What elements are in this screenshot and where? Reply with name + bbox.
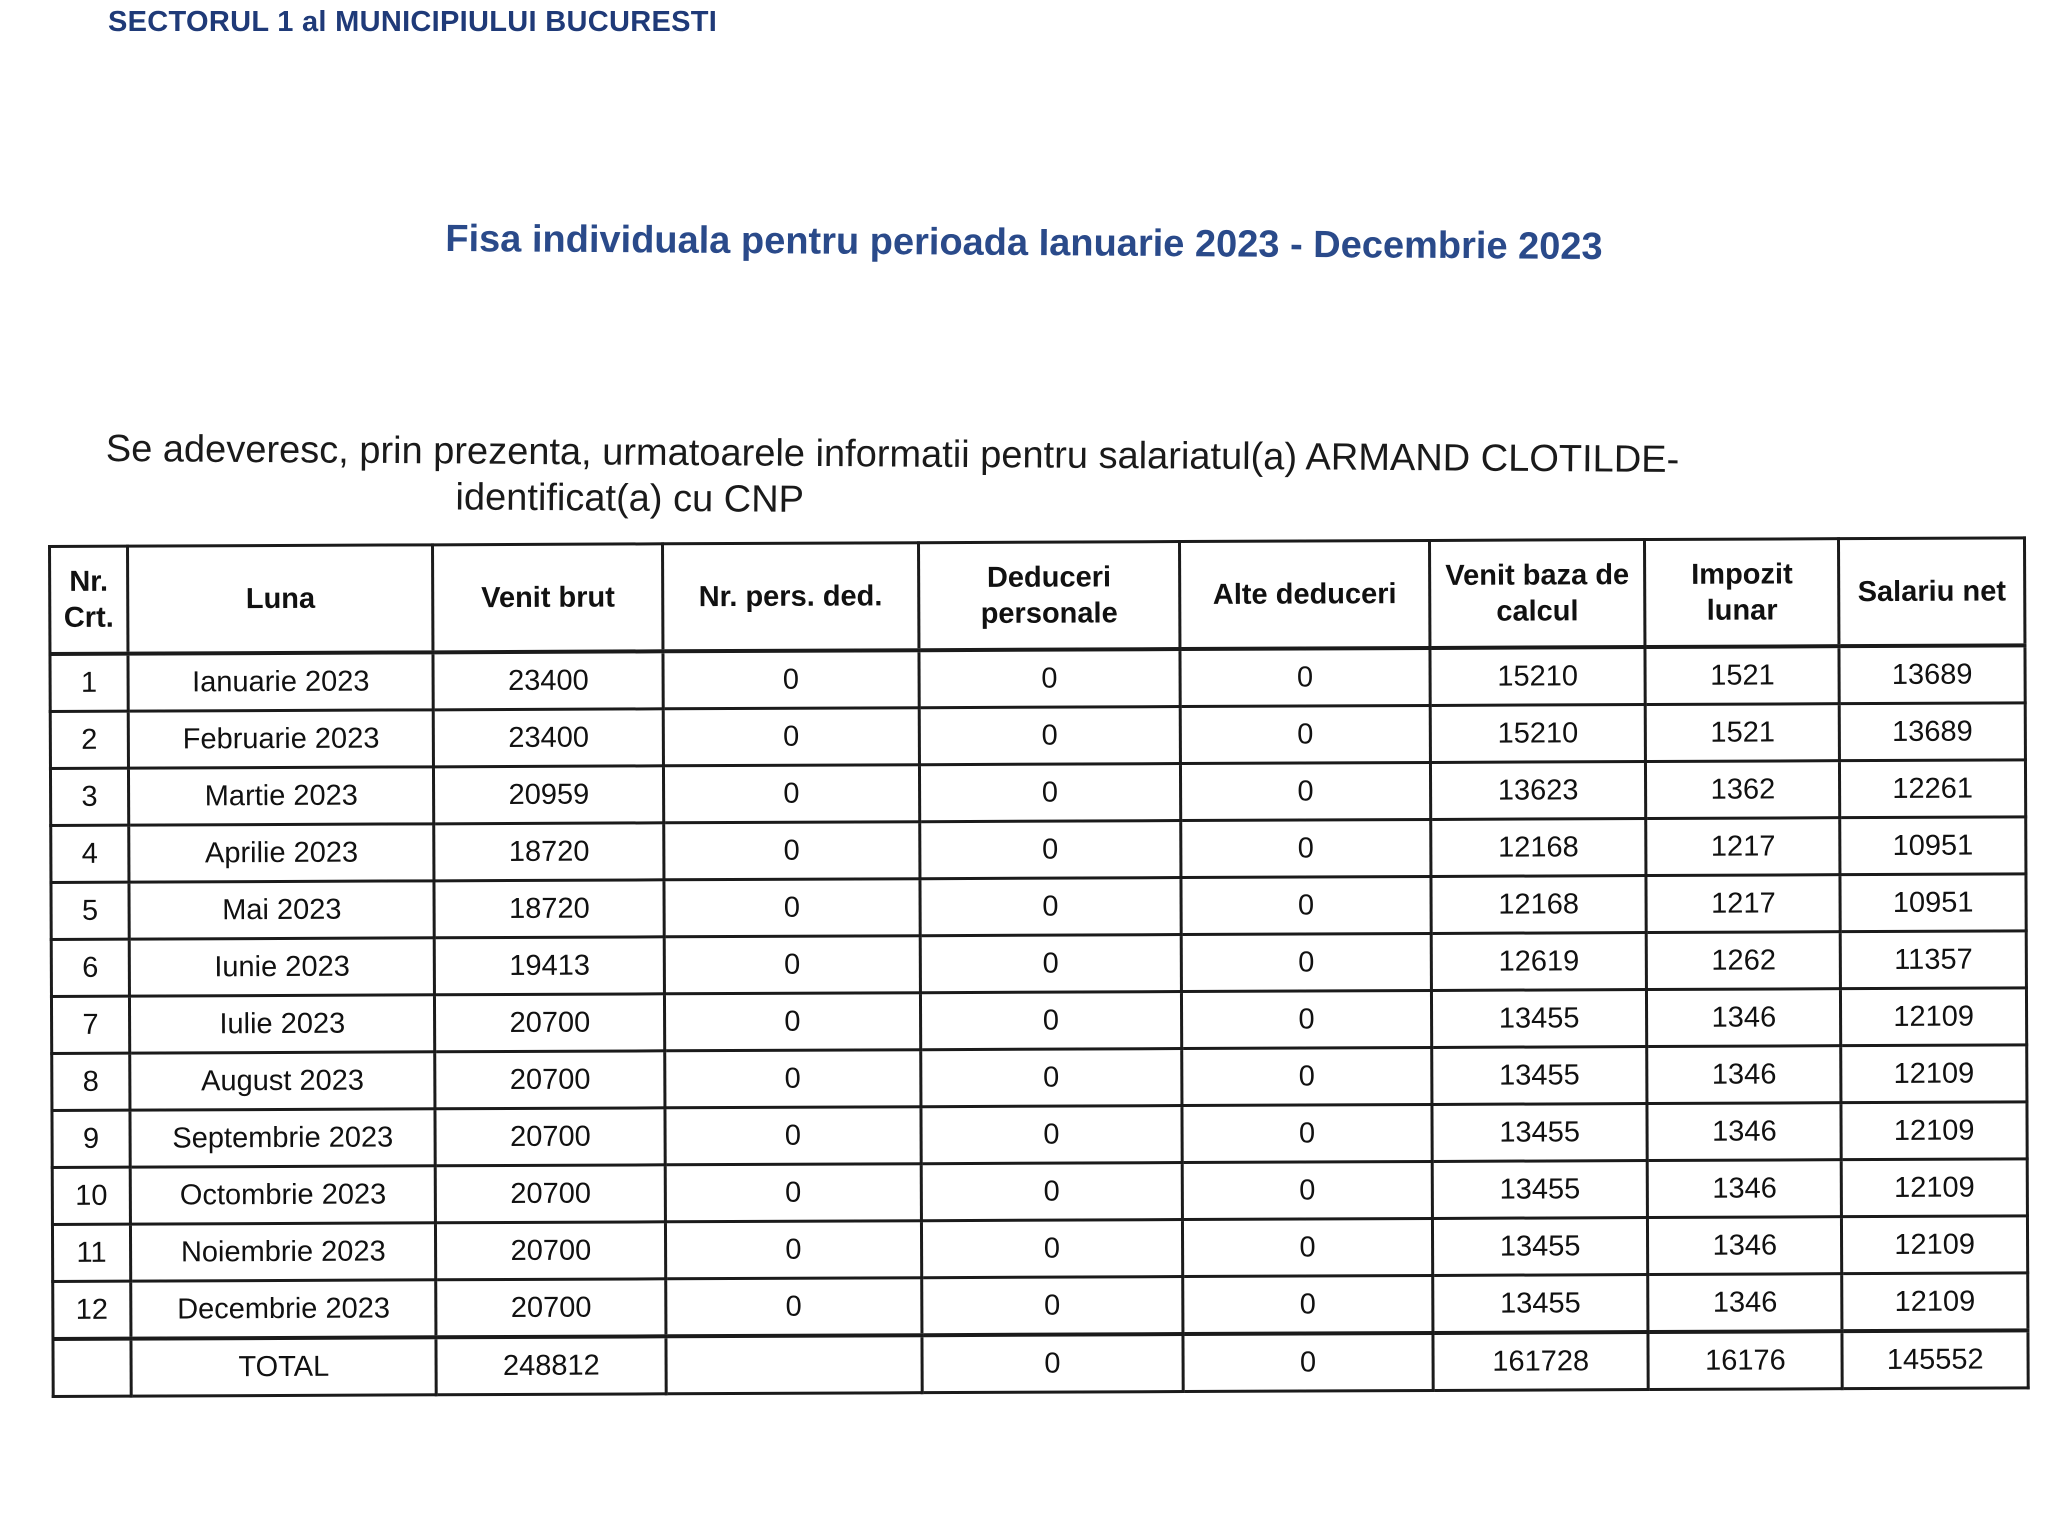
- cell-nr: 1: [50, 654, 128, 712]
- cell-net: 12109: [1841, 1159, 2027, 1217]
- header-nr-pers-ded: Nr. pers. ded.: [663, 543, 919, 652]
- cell-alte: 0: [1181, 762, 1431, 820]
- table-row: [52, 1216, 2027, 1282]
- header-salariu-net: Salariu net: [1839, 538, 2025, 646]
- cell-net: 12261: [1840, 760, 2026, 818]
- cell-baza: 12619: [1431, 933, 1647, 991]
- total-impozit: 16176: [1648, 1331, 1842, 1389]
- intro-line-1: Se adeveresc, prin prezenta, urmatoarele informatii pentru salariatul(a) ARMAND CLOTILDE-: [105, 427, 1680, 481]
- cell-nr-pers: 0: [663, 650, 919, 709]
- cell-nr: 2: [50, 711, 128, 768]
- cell-deduceri: 0: [921, 1277, 1183, 1336]
- cell-nr: 4: [51, 825, 129, 882]
- cell-nr-pers: 0: [665, 1164, 921, 1222]
- cell-deduceri: 0: [919, 707, 1181, 765]
- cell-alte: 0: [1182, 1104, 1432, 1162]
- total-empty-nr: [53, 1339, 131, 1397]
- cell-net: 12109: [1841, 1102, 2027, 1160]
- cell-venit-brut: 18720: [434, 823, 664, 881]
- cell-baza: 13455: [1432, 1218, 1648, 1276]
- cell-nr: 3: [50, 768, 128, 825]
- redacted-cnp: [814, 512, 1074, 514]
- cell-luna: Februarie 2023: [128, 710, 434, 768]
- cell-venit-brut: 20700: [436, 1279, 666, 1338]
- cell-net: 10951: [1840, 874, 2026, 932]
- cell-alte: 0: [1183, 1218, 1433, 1276]
- cell-venit-brut: 20959: [434, 766, 664, 824]
- cell-deduceri: 0: [919, 764, 1181, 822]
- cell-deduceri: 0: [921, 1163, 1183, 1221]
- cell-deduceri: 0: [919, 821, 1181, 879]
- cell-alte: 0: [1180, 648, 1430, 707]
- cell-net: 13689: [1839, 703, 2025, 761]
- total-alte: 0: [1183, 1333, 1433, 1392]
- cell-baza: 13455: [1432, 1275, 1648, 1333]
- header-venit-baza: Venit baza de calcul: [1429, 540, 1645, 648]
- cell-net: 12109: [1842, 1273, 2028, 1331]
- cell-impozit: 1346: [1648, 1160, 1842, 1218]
- cell-deduceri: 0: [920, 992, 1182, 1050]
- header-luna: Luna: [127, 545, 433, 654]
- cell-luna: Octombrie 2023: [130, 1166, 436, 1224]
- cell-nr-pers: 0: [666, 1278, 922, 1337]
- cell-nr-pers: 0: [664, 879, 920, 937]
- cell-deduceri: 0: [919, 878, 1181, 936]
- cell-baza: 12168: [1431, 819, 1647, 877]
- table-total-row: [53, 1330, 2028, 1396]
- cell-nr: 8: [52, 1053, 130, 1110]
- cell-luna: Mai 2023: [129, 881, 435, 939]
- cell-impozit: 1346: [1647, 1103, 1841, 1161]
- cell-baza: 15210: [1430, 647, 1646, 705]
- cell-net: 12109: [1842, 1216, 2028, 1274]
- cell-venit-brut: 20700: [435, 1108, 665, 1166]
- cell-alte: 0: [1182, 1161, 1432, 1219]
- intro-paragraph: [105, 426, 1679, 529]
- cell-venit-brut: 20700: [436, 1222, 666, 1280]
- header-nr-crt: Nr. Crt.: [50, 546, 128, 654]
- cell-net: 12109: [1841, 1045, 2027, 1103]
- table-row: [51, 931, 2026, 997]
- cell-venit-brut: 20700: [435, 1051, 665, 1109]
- cell-net: 12109: [1841, 988, 2027, 1046]
- table-row: [52, 1102, 2027, 1168]
- cell-luna: Decembrie 2023: [131, 1280, 437, 1339]
- cell-nr-pers: 0: [665, 993, 921, 1051]
- table-row: [51, 988, 2026, 1054]
- total-deduceri: 0: [921, 1334, 1183, 1393]
- cell-nr: 11: [52, 1224, 130, 1281]
- cell-alte: 0: [1182, 990, 1432, 1048]
- table-row: [51, 817, 2026, 883]
- cell-luna: Noiembrie 2023: [130, 1223, 436, 1281]
- cell-baza: 13455: [1432, 1161, 1648, 1219]
- cell-alte: 0: [1181, 819, 1431, 877]
- cell-venit-brut: 20700: [435, 994, 665, 1052]
- cell-impozit: 1362: [1646, 761, 1840, 819]
- header-alte-deduceri: Alte deduceri: [1180, 540, 1430, 649]
- header-venit-brut: Venit brut: [433, 544, 663, 653]
- table-row: [52, 1159, 2027, 1225]
- cell-nr: 10: [52, 1167, 130, 1224]
- cell-nr-pers: 0: [665, 1107, 921, 1165]
- cell-luna: Ianuarie 2023: [128, 652, 434, 711]
- total-label: TOTAL: [131, 1337, 437, 1396]
- cell-luna: Martie 2023: [128, 767, 434, 825]
- table-header-row: [50, 538, 2025, 654]
- cell-net: 10951: [1840, 817, 2026, 875]
- header-impozit-lunar: Impozit lunar: [1645, 539, 1839, 647]
- cell-nr: 7: [51, 996, 129, 1053]
- cell-luna: Iunie 2023: [129, 938, 435, 996]
- cell-nr-pers: 0: [666, 1221, 922, 1279]
- cell-venit-brut: 18720: [434, 880, 664, 938]
- table-row: [51, 874, 2026, 940]
- cell-alte: 0: [1180, 705, 1430, 763]
- cell-nr: 9: [52, 1110, 130, 1167]
- cell-impozit: 1217: [1646, 818, 1840, 876]
- cell-deduceri: 0: [921, 1220, 1183, 1278]
- total-baza: 161728: [1433, 1332, 1649, 1390]
- cell-luna: Aprilie 2023: [129, 824, 435, 882]
- cell-luna: Septembrie 2023: [130, 1109, 436, 1167]
- document-title: Fisa individuala pentru perioada Ianuarie 2023 - Decembrie 2023: [445, 217, 1603, 269]
- cell-venit-brut: 20700: [436, 1165, 666, 1223]
- cell-nr-pers: 0: [663, 708, 919, 766]
- cell-impozit: 1521: [1646, 704, 1840, 762]
- cell-baza: 13623: [1430, 762, 1646, 820]
- cell-alte: 0: [1183, 1275, 1433, 1334]
- cell-venit-brut: 23400: [433, 651, 663, 710]
- cell-nr: 5: [51, 882, 129, 939]
- income-table: [48, 536, 2030, 1398]
- cell-alte: 0: [1181, 933, 1431, 991]
- cell-impozit: 1346: [1648, 1217, 1842, 1275]
- table-row: [50, 760, 2025, 826]
- total-nr-pers: [666, 1335, 922, 1394]
- cell-impozit: 1262: [1647, 932, 1841, 990]
- cell-venit-brut: 23400: [434, 709, 664, 767]
- total-net: 145552: [1842, 1330, 2028, 1388]
- table-row: [50, 645, 2025, 711]
- cell-deduceri: 0: [920, 1106, 1182, 1164]
- cell-luna: August 2023: [130, 1052, 436, 1110]
- header-deduceri-personale: Deduceri personale: [918, 542, 1180, 651]
- cell-impozit: 1217: [1646, 875, 1840, 933]
- table-row: [50, 703, 2025, 769]
- cell-nr-pers: 0: [664, 765, 920, 823]
- organization-name: SECTORUL 1 al MUNICIPIULUI BUCURESTI: [108, 6, 718, 38]
- cell-venit-brut: 19413: [435, 937, 665, 995]
- cell-alte: 0: [1182, 1047, 1432, 1105]
- cell-net: 11357: [1840, 931, 2026, 989]
- cell-baza: 13455: [1432, 1104, 1648, 1162]
- cell-baza: 15210: [1430, 705, 1646, 763]
- cell-impozit: 1346: [1648, 1274, 1842, 1332]
- total-venit-brut: 248812: [436, 1336, 666, 1395]
- cell-baza: 12168: [1431, 876, 1647, 934]
- cell-baza: 13455: [1432, 1047, 1648, 1105]
- cell-nr-pers: 0: [664, 822, 920, 880]
- cell-baza: 13455: [1431, 990, 1647, 1048]
- table-row: [53, 1273, 2028, 1339]
- cell-luna: Iulie 2023: [129, 995, 435, 1053]
- cell-impozit: 1346: [1647, 1046, 1841, 1104]
- cell-deduceri: 0: [918, 649, 1180, 708]
- intro-cnp-label: identificat(a) cu CNP: [455, 476, 804, 521]
- cell-impozit: 1346: [1647, 989, 1841, 1047]
- cell-deduceri: 0: [920, 935, 1182, 993]
- cell-nr: 6: [51, 939, 129, 996]
- cell-net: 13689: [1839, 645, 2025, 703]
- table-row: [52, 1045, 2027, 1111]
- cell-impozit: 1521: [1645, 646, 1839, 704]
- cell-alte: 0: [1181, 876, 1431, 934]
- cell-nr-pers: 0: [665, 1050, 921, 1108]
- cell-nr-pers: 0: [664, 936, 920, 994]
- cell-nr: 12: [53, 1281, 131, 1339]
- cell-deduceri: 0: [920, 1049, 1182, 1107]
